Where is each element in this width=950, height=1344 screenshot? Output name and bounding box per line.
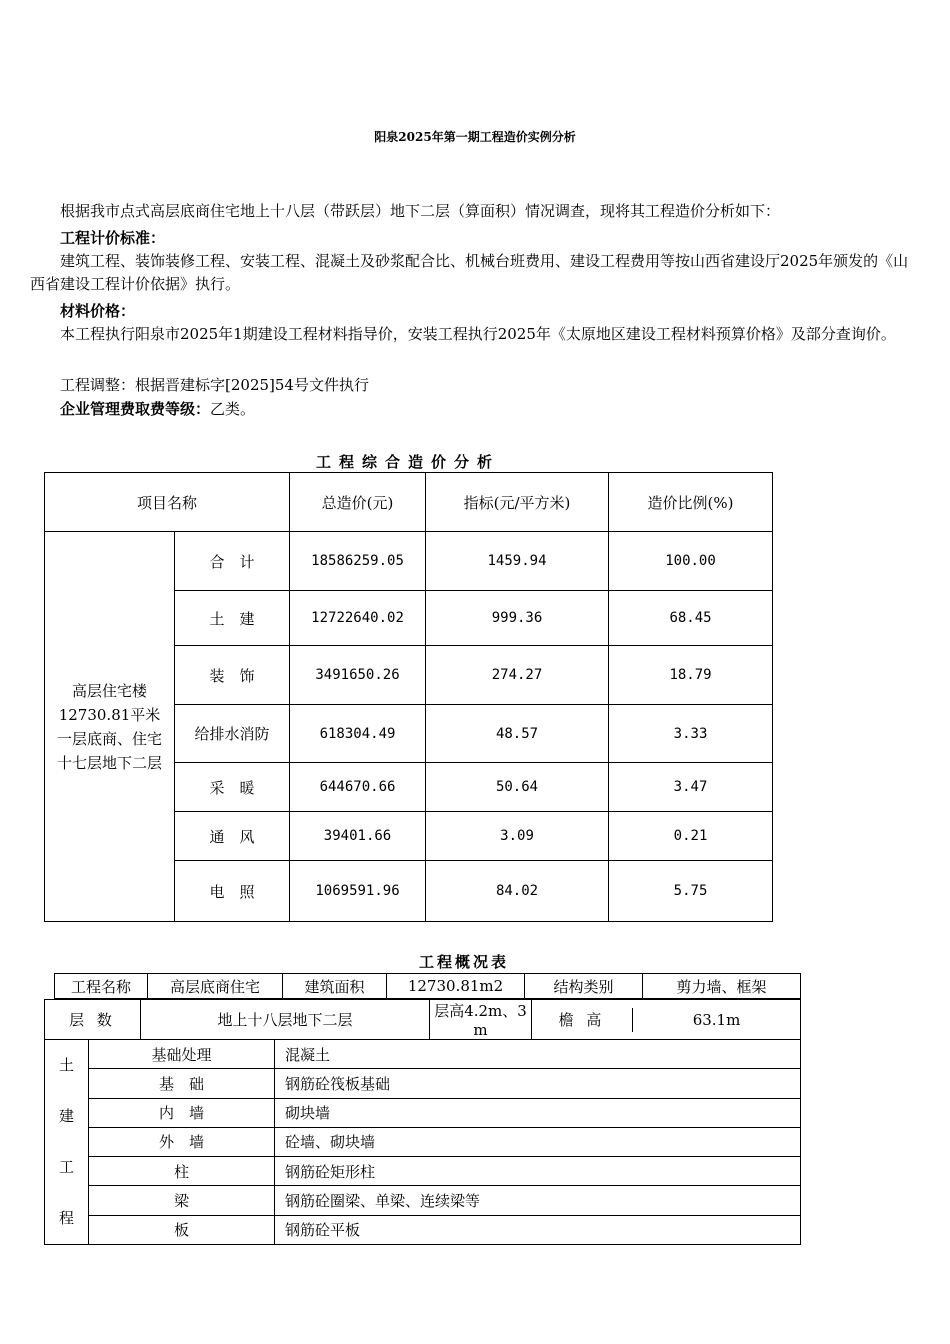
intro-paragraph: 根据我市点式高层底商住宅地上十八层（带跃层）地下二层（算面积）情况调查，现将其工程造价分析如下： <box>60 202 781 220</box>
building-area-value: 12730.81m2 <box>387 974 525 999</box>
civil-row <box>45 1040 801 1069</box>
row-total: 644670.66 <box>290 763 426 812</box>
civil-label-char: 建 <box>58 1107 74 1125</box>
header-total-cost: 总造价(元) <box>290 473 426 532</box>
overview-title: 工程概况表 <box>418 953 509 971</box>
civil-item: 外 墙 <box>89 1127 275 1156</box>
row-index: 48.57 <box>426 705 609 763</box>
eave-height-value: 63.1m <box>692 1010 741 1029</box>
row-total: 18586259.05 <box>290 532 426 591</box>
row-ratio: 18.79 <box>609 646 773 705</box>
row-index: 84.02 <box>426 861 609 922</box>
row-ratio: 0.21 <box>609 812 773 861</box>
row-name: 土 建 <box>175 591 290 646</box>
civil-item-desc: 钢筋砼筏板基础 <box>275 1069 801 1098</box>
row-total: 12722640.02 <box>290 591 426 646</box>
row-index: 999.36 <box>426 591 609 646</box>
pricing-standard-heading: 工程计价标准： <box>60 229 166 247</box>
civil-item: 梁 <box>89 1186 275 1215</box>
row-name: 装 饰 <box>175 646 290 705</box>
eave-height-label: 檐 高 <box>532 1008 633 1032</box>
civil-item: 板 <box>89 1215 275 1244</box>
row-total: 39401.66 <box>290 812 426 861</box>
floors-label: 层 数 <box>45 1000 141 1040</box>
civil-row <box>45 1157 801 1186</box>
row-name: 通 风 <box>175 812 290 861</box>
project-name-label: 工程名称 <box>55 974 148 999</box>
civil-item: 基 础 <box>89 1069 275 1098</box>
civil-row <box>45 1098 801 1127</box>
row-name: 电 照 <box>175 861 290 922</box>
document-title: 阳泉2025年第一期工程造价实例分析 <box>374 130 576 144</box>
civil-label-char: 程 <box>58 1209 74 1227</box>
civil-label-char: 工 <box>58 1158 74 1176</box>
civil-item-desc: 钢筋砼矩形柱 <box>275 1157 801 1186</box>
civil-item-desc: 砌块墙 <box>275 1098 801 1127</box>
overview-detail-table <box>44 999 801 1245</box>
row-name: 合 计 <box>175 532 290 591</box>
civil-engineering-label <box>45 1040 89 1245</box>
pricing-standard-text: 建筑工程、装饰装修工程、安装工程、混凝土及砂浆配合比、机械台班费用、建设工程费用等按山西省建设厅2025年颁发的《山西省建设工程计价依据》执行。 <box>30 252 909 293</box>
row-ratio: 3.47 <box>609 763 773 812</box>
row-index: 1459.94 <box>426 532 609 591</box>
row-total: 3491650.26 <box>290 646 426 705</box>
adjustment-text: 工程调整：根据晋建标字[2025]54号文件执行 <box>60 376 369 394</box>
eave-height-cell <box>532 1000 801 1040</box>
row-index: 3.09 <box>426 812 609 861</box>
civil-item: 内 墙 <box>89 1098 275 1127</box>
row-name: 给排水消防 <box>175 705 290 763</box>
row-ratio: 68.45 <box>609 591 773 646</box>
overview-row-2 <box>45 1000 801 1040</box>
material-price-heading: 材料价格： <box>60 302 136 320</box>
civil-item: 柱 <box>89 1157 275 1186</box>
civil-row <box>45 1127 801 1156</box>
civil-row <box>45 1186 801 1215</box>
civil-item-desc: 钢筋砼圈梁、单梁、连续梁等 <box>275 1186 801 1215</box>
row-total: 1069591.96 <box>290 861 426 922</box>
civil-row <box>45 1069 801 1098</box>
row-index: 50.64 <box>426 763 609 812</box>
overview-row-1 <box>55 974 801 999</box>
structure-type-label: 结构类别 <box>525 974 643 999</box>
civil-item: 基础处理 <box>89 1040 275 1069</box>
header-index: 指标(元/平方米) <box>426 473 609 532</box>
civil-label-char: 土 <box>58 1056 74 1074</box>
civil-item-desc: 混凝土 <box>275 1040 801 1069</box>
structure-type-value: 剪力墙、框架 <box>643 974 801 999</box>
header-ratio: 造价比例(%) <box>609 473 773 532</box>
row-ratio: 3.33 <box>609 705 773 763</box>
cost-table-title: 工程综合造价分析 <box>315 453 500 471</box>
civil-item-desc: 砼墙、砌块墙 <box>275 1127 801 1156</box>
row-ratio: 100.00 <box>609 532 773 591</box>
floor-height-value: 层高4.2m、3 m <box>430 1000 532 1040</box>
civil-row <box>45 1215 801 1244</box>
project-description: 高层住宅楼12730.81平米一层底商、住宅十七层地下二层 <box>45 532 175 922</box>
row-total: 618304.49 <box>290 705 426 763</box>
row-ratio: 5.75 <box>609 861 773 922</box>
building-area-label: 建筑面积 <box>283 974 387 999</box>
mgmt-fee-value: 乙类。 <box>210 400 256 418</box>
project-name-value: 高层底商住宅 <box>148 974 283 999</box>
cost-analysis-table <box>44 472 773 922</box>
row-index: 274.27 <box>426 646 609 705</box>
row-name: 采 暖 <box>175 763 290 812</box>
mgmt-fee-line <box>30 398 920 421</box>
header-project-name: 项目名称 <box>45 473 290 532</box>
table-row <box>45 532 773 591</box>
civil-item-desc: 钢筋砼平板 <box>275 1215 801 1244</box>
table-header-row <box>45 473 773 532</box>
overview-header-table <box>54 973 801 999</box>
mgmt-fee-heading: 企业管理费取费等级： <box>60 400 211 418</box>
floors-value: 地上十八层地下二层 <box>141 1000 430 1040</box>
material-price-text: 本工程执行阳泉市2025年1期建设工程材料指导价，安装工程执行2025年《太原地区建设工程材料预算价格》及部分查询价。 <box>60 325 896 343</box>
